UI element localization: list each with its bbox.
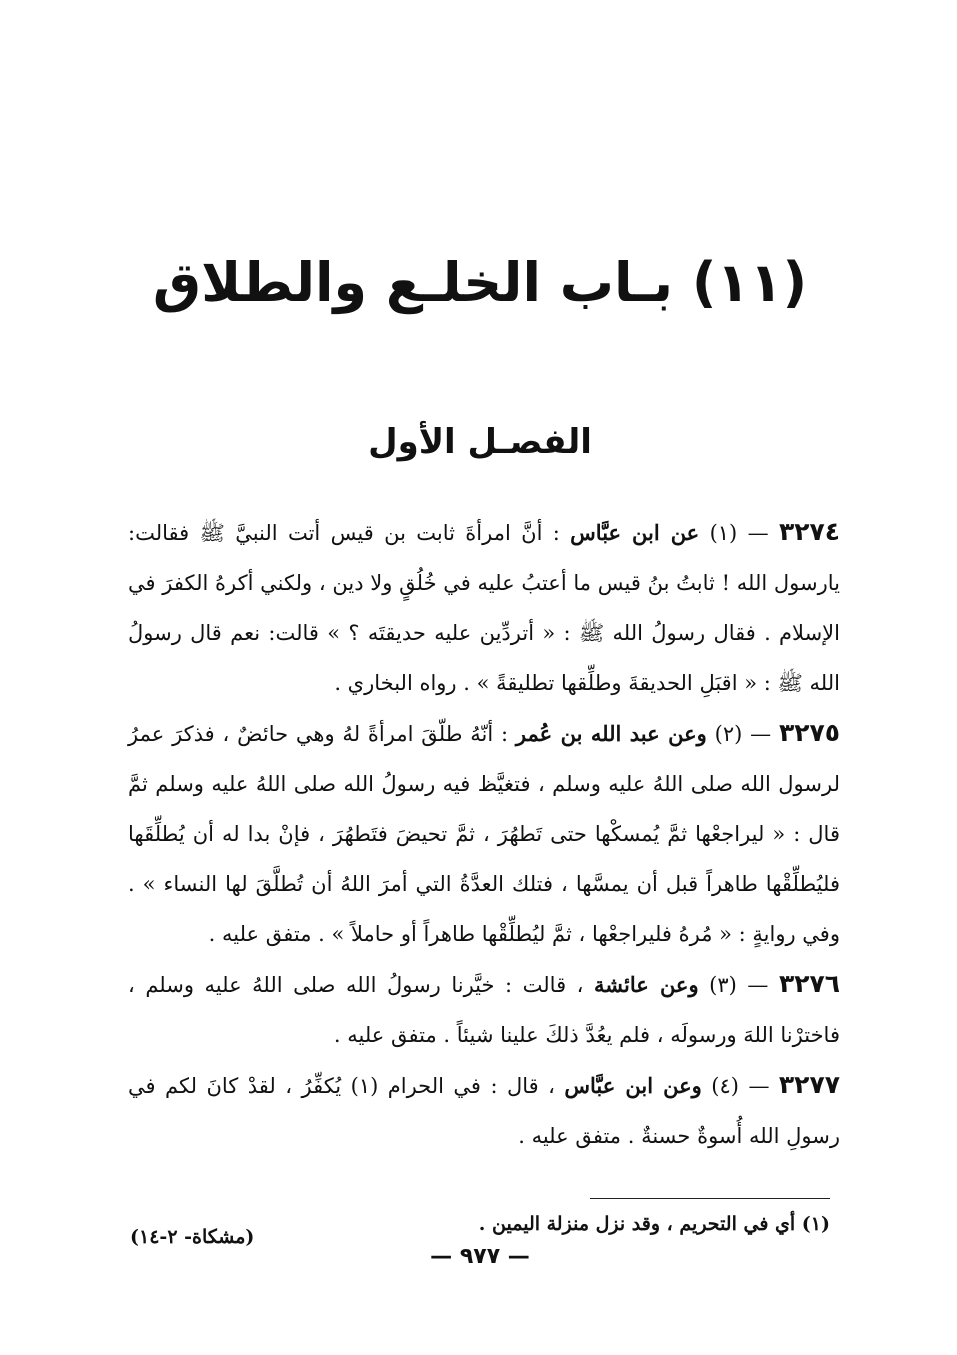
hadith-entry — [128, 1060, 840, 1161]
hadith-narrator: وعن عبد الله بن عُمر — [515, 721, 707, 746]
footnote: (١) أي في التحريم ، وقد نزل منزلة اليمين . — [478, 1213, 830, 1235]
hadith-entry — [128, 507, 840, 708]
hadith-text: ، قال : في الحرام (١) يُكفِّرُ ، لقدْ كانَ لكم في رسولِ الله أُسوةٌ حسنةٌ . متفق عليه . — [128, 1074, 840, 1148]
hadith-narrator: وعن عائشة — [594, 972, 699, 997]
hadith-number: ٣٢٧٦ — [778, 969, 840, 998]
hadith-index: — (٣) — [709, 973, 769, 997]
hadith-number: ٣٢٧٧ — [778, 1070, 840, 1099]
hadith-entry — [128, 959, 840, 1060]
hadith-text: : أنّهُ طلّقَ امرأةً لهُ وهي حائضٌ ، فذكرَ عمرُ لرسول الله صلى اللهُ عليه وسلم ، فتغيَّظ فيه رسولُ الله صلى اللهُ عليه وسلم ثمَّ قال : « ليراجعْها ثمَّ يُمسكْها حتى تَطهُرَ ، ثمَّ تحيضَ فتَطهُرَ ، فإنْ بدا له أن يُطلِّقَها فليُطلِّقْها طاهراً قبل أن يمسَّها ، فتلك العدَّةُ التي أمرَ اللهُ أن تُطلَّقَ لها النساء » . وفي روايةٍ : « مُرهُ فليراجعْها ، ثمَّ ليُطلِّقْها طاهراً أو حاملاً » . متفق عليه . — [128, 722, 840, 946]
page-number: — ٩٧٧ — — [430, 1244, 530, 1269]
footnote-divider — [590, 1198, 830, 1199]
hadith-index: — (٢) — [714, 722, 772, 746]
hadith-number: ٣٢٧٤ — [778, 517, 840, 546]
hadith-index: — (٤) — [711, 1074, 770, 1098]
hadith-entry — [128, 708, 840, 959]
source-reference: (مشكاة- ٢-١٤) — [130, 1226, 255, 1248]
section-title: الفصـل الأول — [368, 422, 592, 462]
hadith-narrator: وعن ابن عبَّاس — [564, 1073, 702, 1098]
chapter-title: (١١) بـاب الخلـع والطلاق — [152, 251, 808, 314]
hadith-narrator: عن ابن عبَّاس — [570, 520, 700, 545]
hadith-text: ، قالت : خيَّرنا رسولُ الله صلى اللهُ عليه وسلم ، فاخترْنا اللهَ ورسولَه ، فلم يعُدَّ ذلكَ علينا شيئاً . متفق عليه . — [128, 973, 840, 1047]
hadith-list — [128, 507, 840, 1161]
hadith-index: — (١) — [709, 521, 769, 545]
hadith-text: : أنَّ امرأةَ ثابت بن قيس أتت النبيَّ ﷺ فقالت: يارسول الله ! ثابتُ بنُ قيس ما أعتبُ عليه في خُلُقٍ ولا دين ، ولكني أكرهُ الكفرَ في الإسلام . فقال رسولُ الله ﷺ : « أتردِّين عليه حديقتَه ؟ » قالت: نعم قال رسولُ الله ﷺ : « اقبَلِ الحديقةَ وطلِّقها تطليقةً » . رواه البخاري . — [128, 521, 840, 695]
hadith-number: ٣٢٧٥ — [778, 718, 840, 747]
